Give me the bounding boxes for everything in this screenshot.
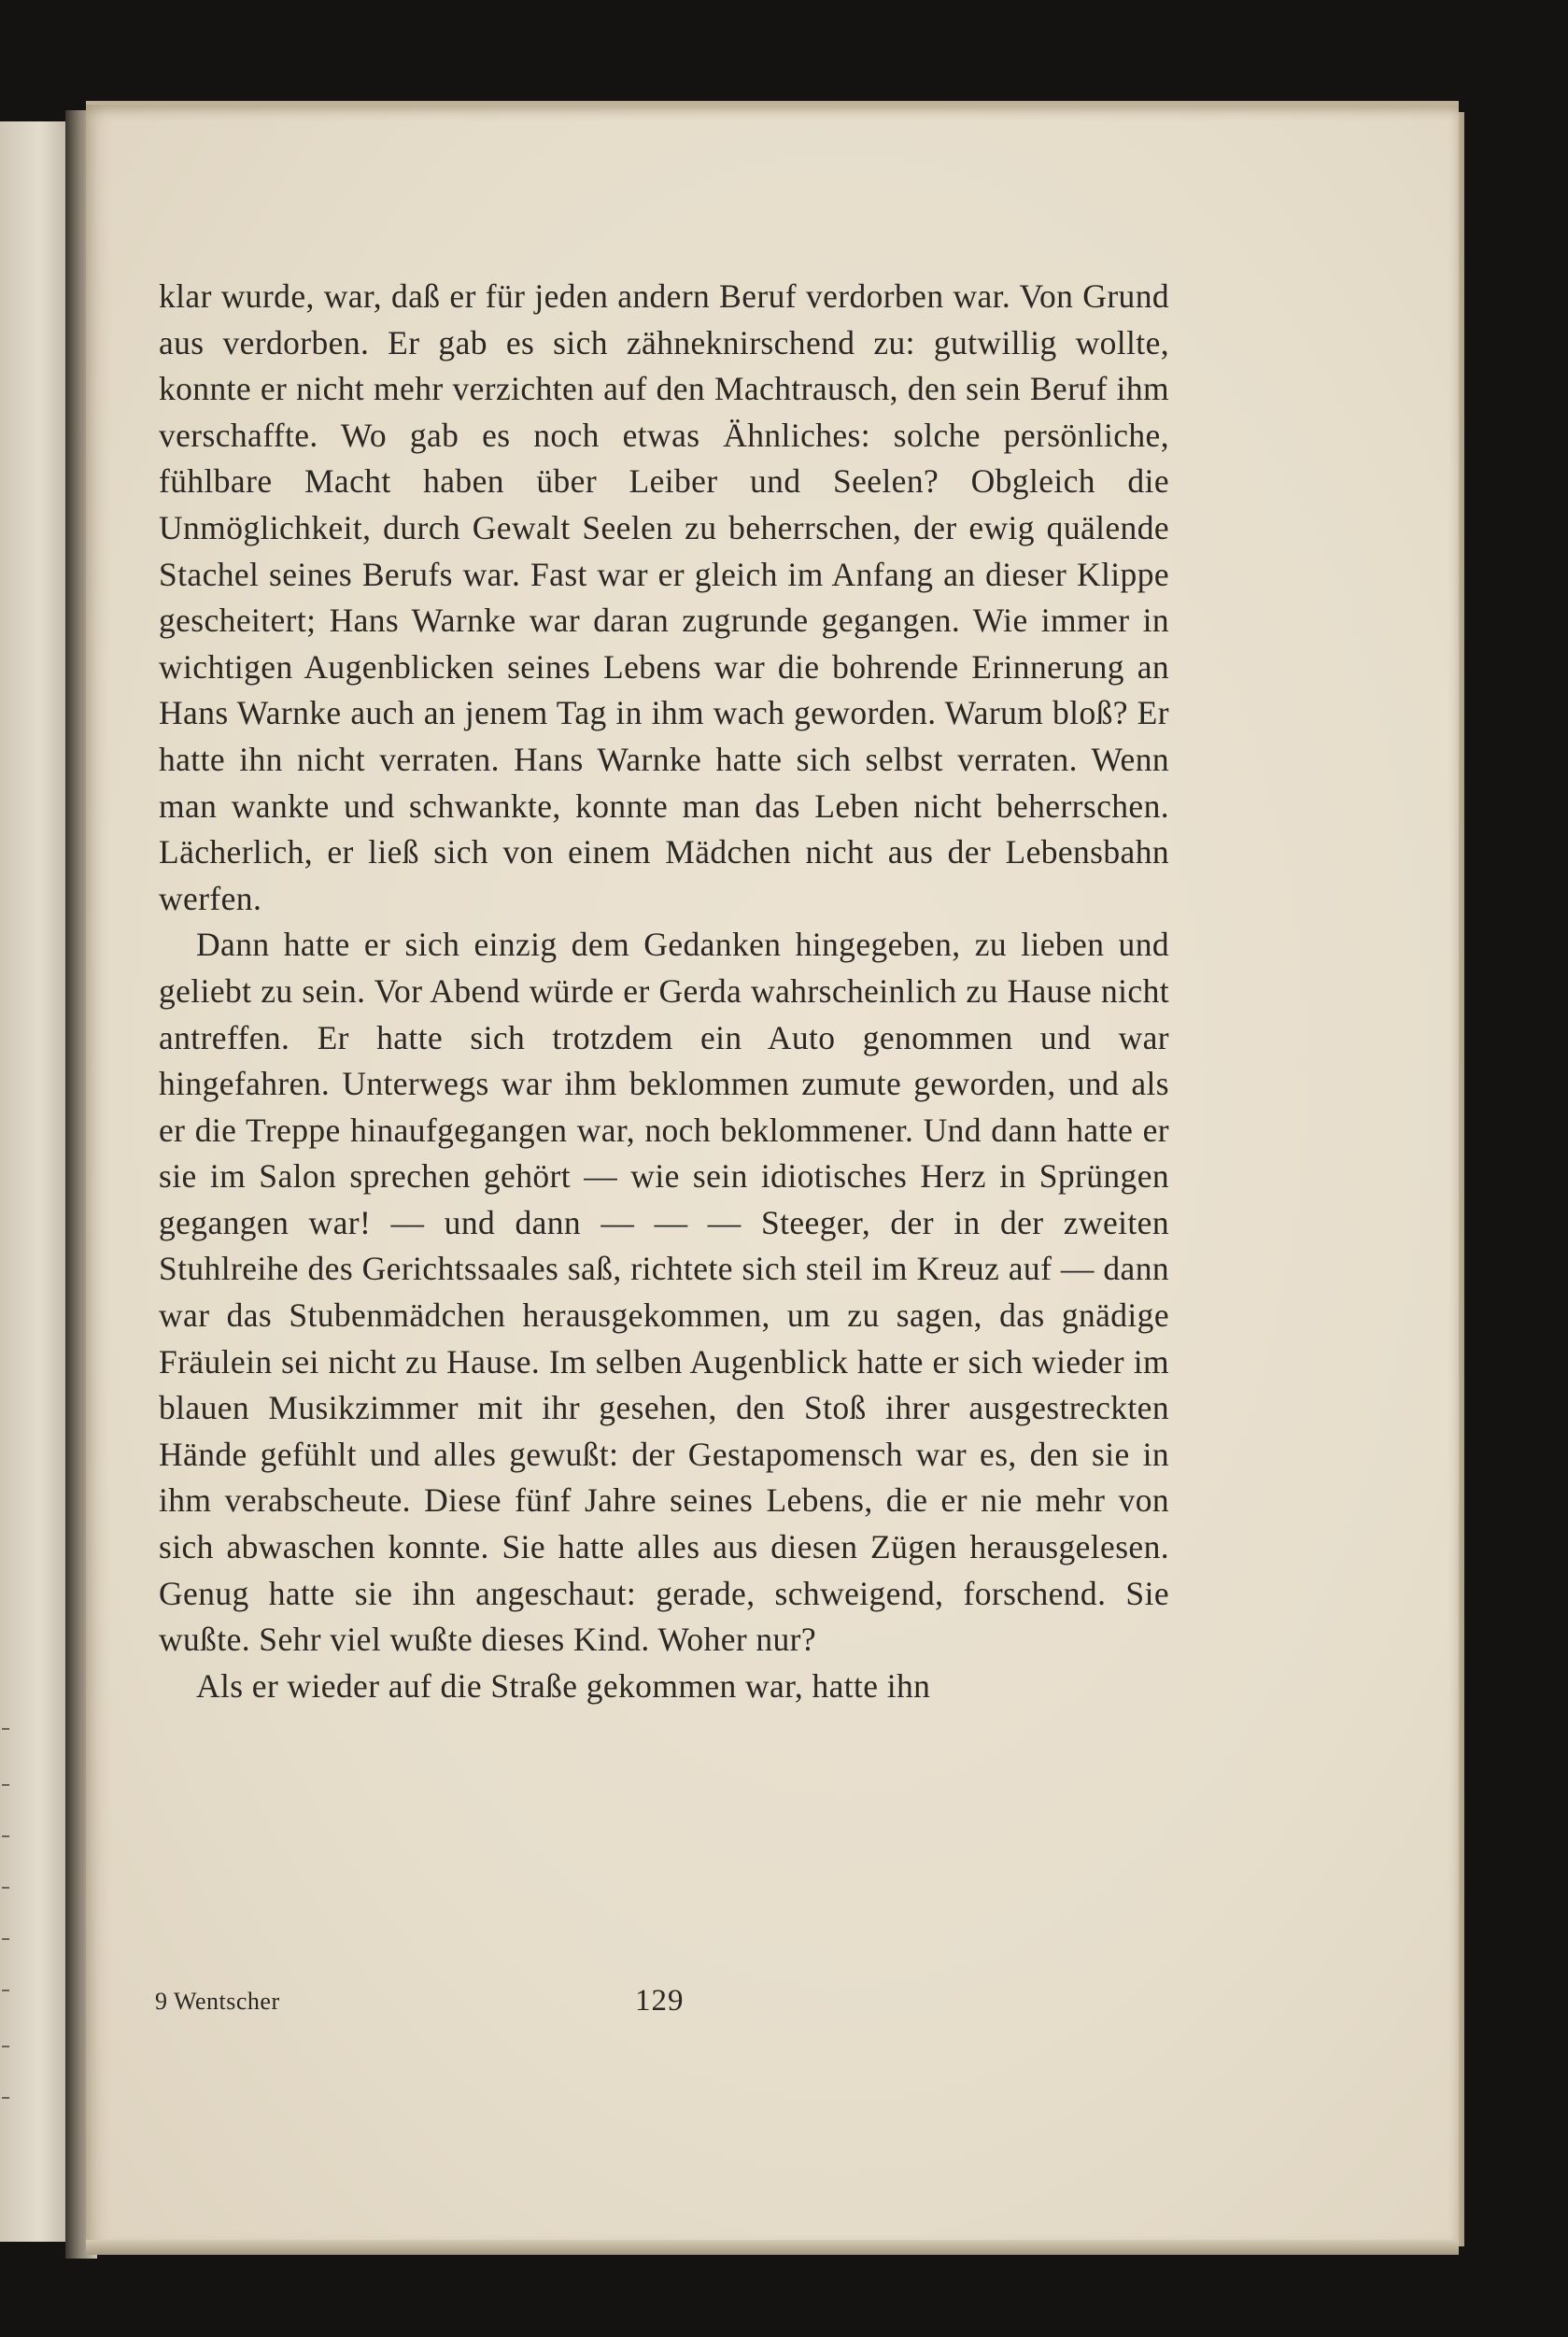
paragraph-3: Als er wieder auf die Straße gekommen war, hatte ihn — [196, 1666, 931, 1705]
body-text — [159, 274, 1169, 1709]
edge-mark — [2, 1835, 9, 1837]
paragraph-1: klar wurde, war, daß er für jeden andern Beruf verdorben war. Von Grund aus verdorben. Er gab es sich zähneknirschend zu: gutwillig wollte, konnte er nicht mehr verzichten auf den Machtrausch, den sein Beruf ihm verschaffte. Wo gab es noch etwas Ähnliches: solche persönliche, fühlbare Macht haben über Leiber und Seelen? Obgleich die Unmöglichkeit, durch Gewalt Seelen zu beherrschen, der ewig quälende Stachel seines Berufs war. Fast war er gleich im Anfang an dieser Klippe gescheitert; Hans Warnke war daran zugrunde gegangen. Wie immer in wichtigen Augenblicken seines Lebens war die bohrende Erinnerung an Hans Warnke auch an jenem Tag in ihm wach geworden. Warum bloß? Er hatte ihn nicht verraten. Hans Warnke hatte sich selbst verraten. Wenn man wankte und schwankte, konnte man das Leben nicht beherrschen. Lächerlich, er ließ sich von einem Mädchen nicht aus der Lebensbahn werfen. — [159, 277, 1169, 917]
page-number: 129 — [635, 1984, 685, 2018]
edge-mark — [2, 1784, 9, 1786]
edge-mark — [2, 1728, 9, 1730]
page-bottom-edge — [86, 2240, 1459, 2255]
printer-signature: 9 Wentscher — [155, 1988, 280, 2015]
edge-mark — [2, 1887, 9, 1889]
adjacent-page-edge — [0, 121, 73, 2242]
page-footer — [155, 1984, 1173, 2021]
edge-mark — [2, 2046, 9, 2047]
edge-mark — [2, 1990, 9, 1991]
edge-mark — [2, 1938, 9, 1940]
paragraph-2: Dann hatte er sich einzig dem Gedanken hingegeben, zu lieben und geliebt zu sein. Vor Abend würde er Gerda wahrscheinlich zu Hause nicht antreffen. Er hatte sich trotzdem ein Auto genommen und war hingefahren. Unterwegs war ihm beklommen zumute geworden, und als er die Treppe hinaufgegangen war, noch beklommener. Und dann hatte er sie im Salon sprechen gehört — wie sein idiotisches Herz in Sprüngen gegangen war! — und dann — — — Steeger, der in der zweiten Stuhlreihe des Gerichtssaales saß, richtete sich steil im Kreuz auf — dann war das Stubenmädchen herausgekommen, um zu sagen, das gnädige Fräulein sei nicht zu Hause. Im selben Augenblick hatte er sich wieder im blauen Musikzimmer mit ihr gesehen, den Stoß ihrer ausgestreckten Hände gefühlt und alles gewußt: der Gestapomensch war es, den sie in ihm verabscheute. Diese fünf Jahre seines Lebens, die er nie mehr von sich abwaschen konnte. Sie hatte alles aus diesen Zügen herausgelesen. Genug hatte sie ihn angeschaut: gerade, schweigend, forschend. Sie wußte. Sehr viel wußte dieses Kind. Woher nur? — [159, 926, 1169, 1659]
edge-mark — [2, 2097, 9, 2099]
